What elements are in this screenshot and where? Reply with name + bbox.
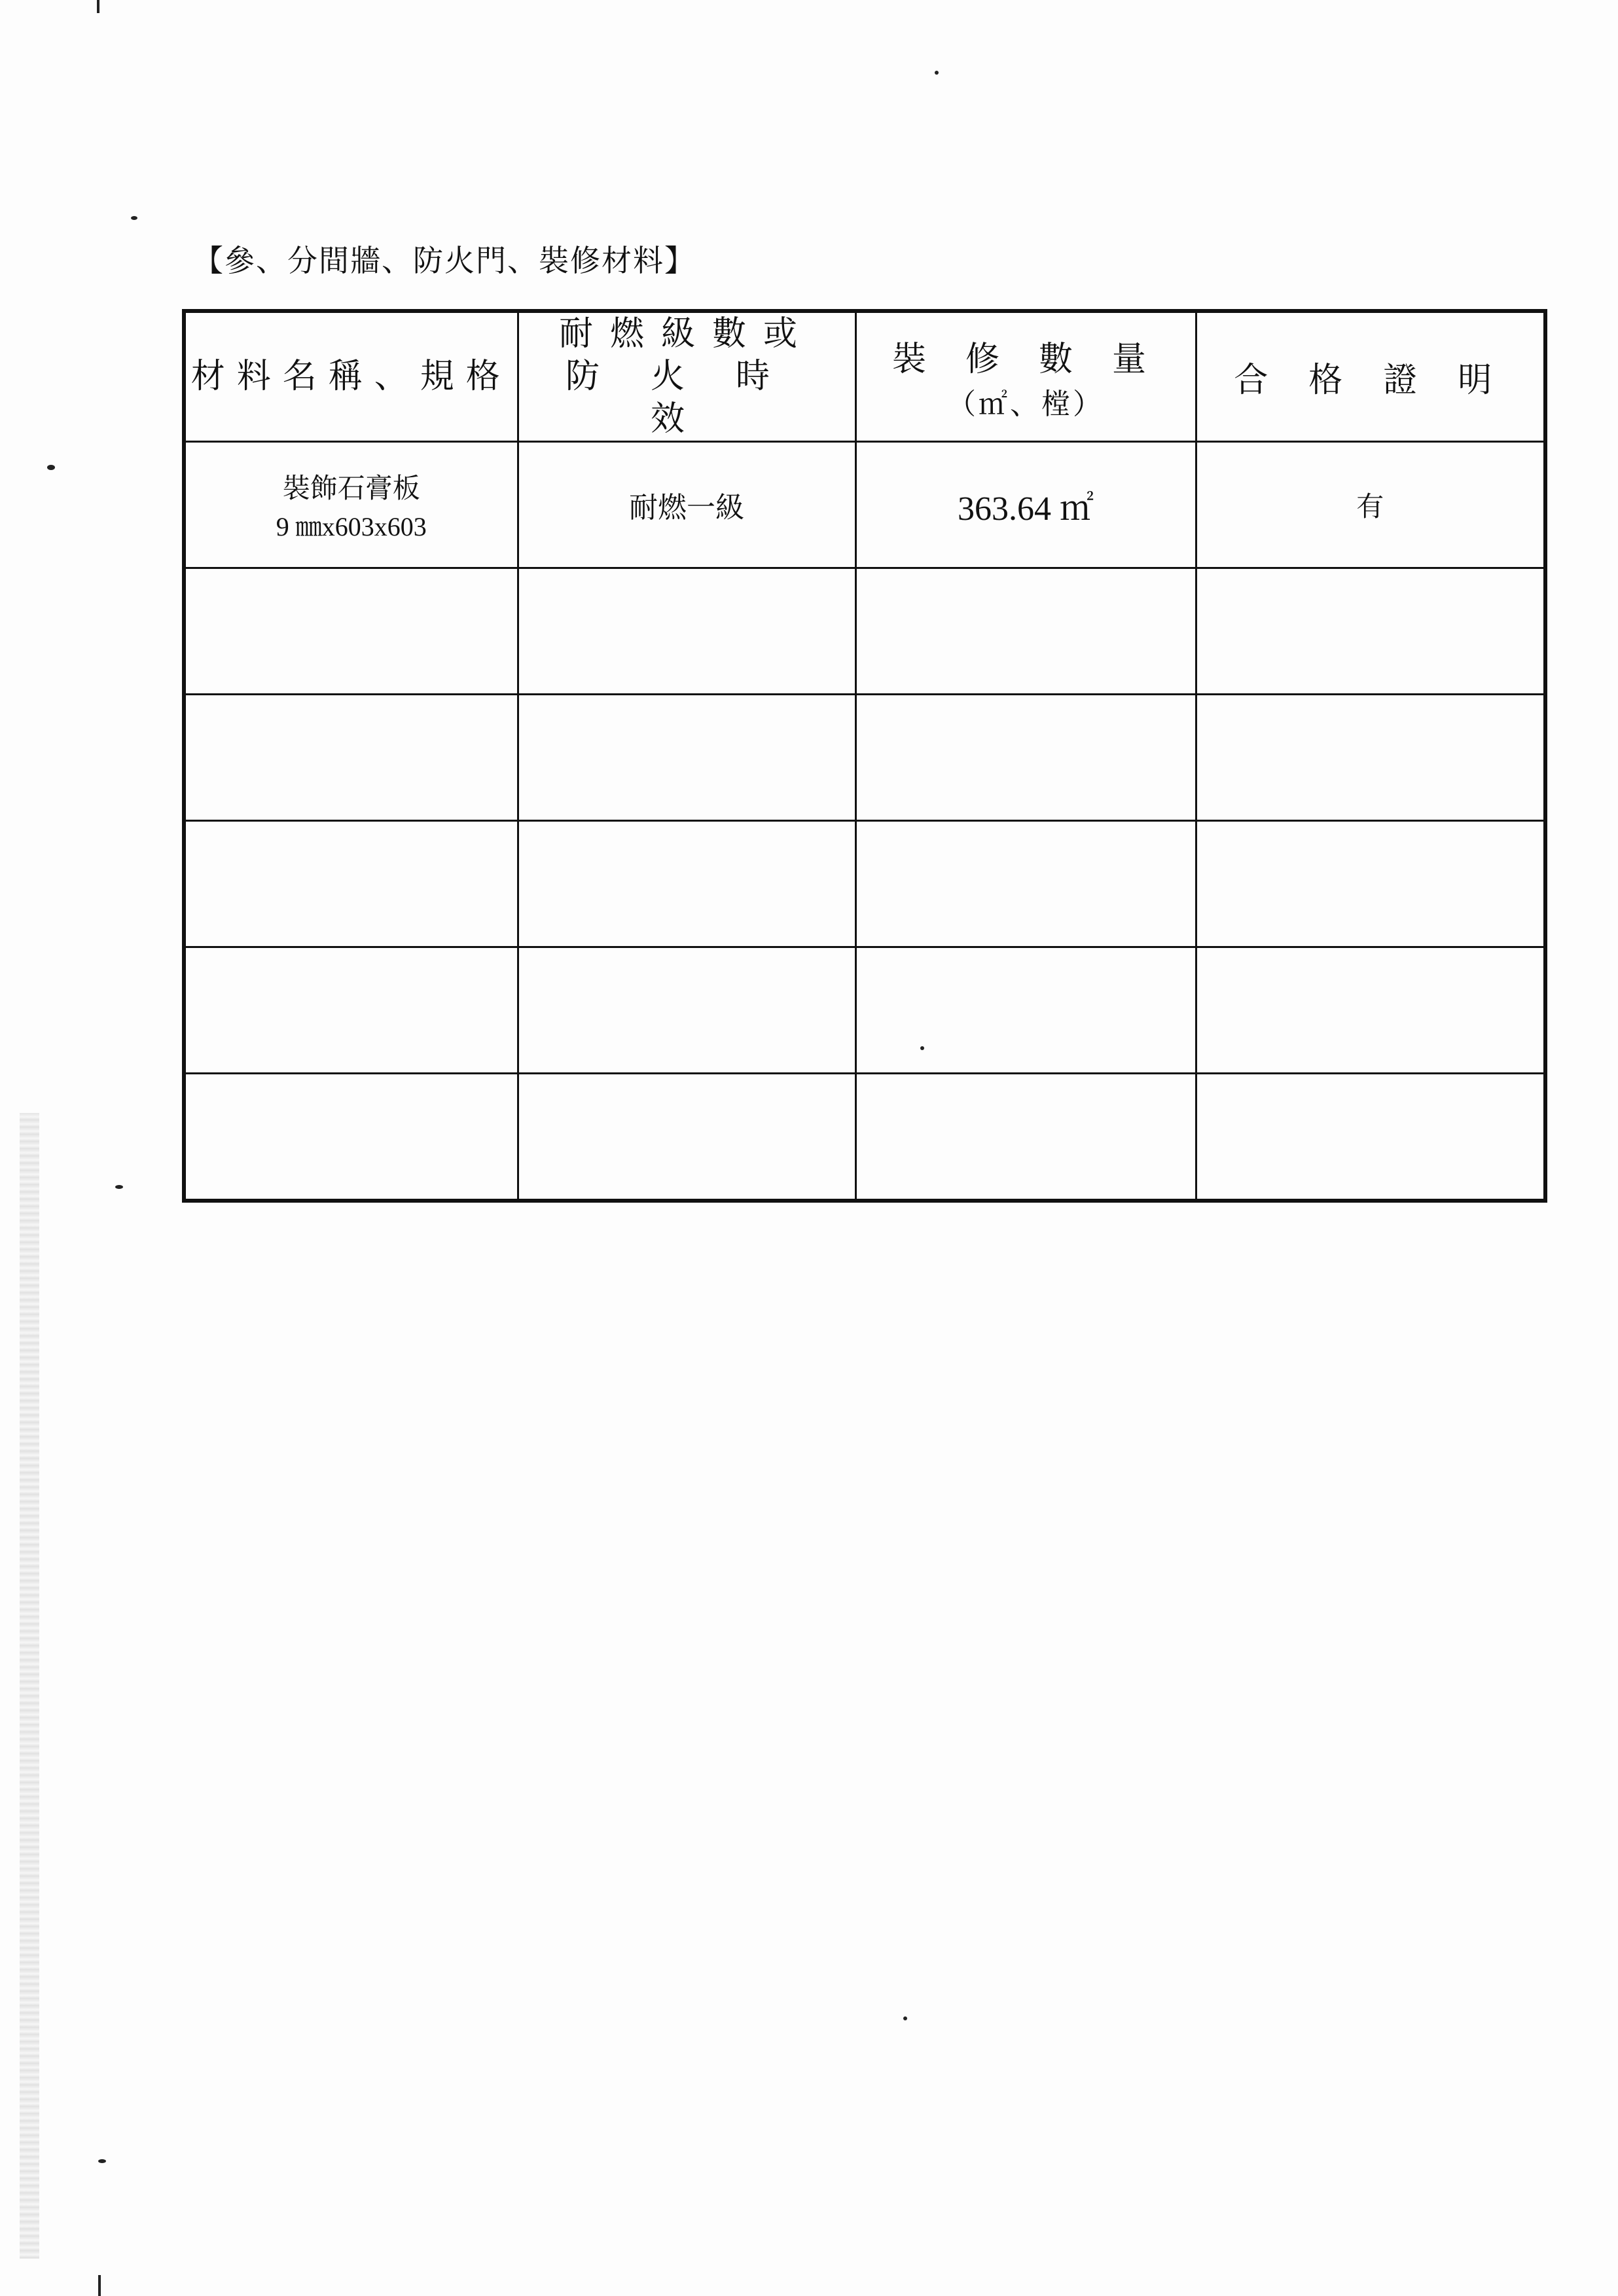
cell-quantity xyxy=(855,821,1196,947)
cell-material-name xyxy=(184,695,518,821)
scan-speck xyxy=(98,2275,101,2296)
cell-fire-rating xyxy=(518,947,855,1074)
cell-certificate xyxy=(1196,568,1545,695)
table-row xyxy=(184,568,1545,695)
cell-certificate: 有 xyxy=(1196,442,1545,568)
cell-certificate xyxy=(1196,821,1545,947)
cell-quantity xyxy=(855,695,1196,821)
scan-speck xyxy=(935,71,939,75)
header-quantity-line1: 裝修數量 xyxy=(891,340,1185,379)
table-row xyxy=(184,821,1545,947)
cell-certificate xyxy=(1196,1074,1545,1201)
cell-fire-rating xyxy=(518,1074,855,1201)
material-name: 裝飾石膏板 xyxy=(282,471,420,504)
cell-fire-rating xyxy=(518,821,855,947)
header-fire-rating-line1: 耐燃級數或 xyxy=(558,314,814,354)
scan-speck xyxy=(47,465,55,470)
materials-table xyxy=(182,309,1547,1203)
cell-material-name xyxy=(184,947,518,1074)
cell-material-name xyxy=(184,821,518,947)
scan-speck xyxy=(98,2159,106,2163)
header-name-spec-label: 材料名稱、規格 xyxy=(190,357,512,397)
table-row xyxy=(184,442,1545,568)
scan-speck xyxy=(131,216,137,220)
cell-fire-rating xyxy=(518,568,855,695)
header-quantity-line2: （㎡、樘） xyxy=(947,388,1104,421)
header-name-spec xyxy=(184,311,518,442)
table-row xyxy=(184,947,1545,1074)
header-fire-rating xyxy=(518,311,855,442)
scan-edge-artifact xyxy=(20,1113,39,2259)
cell-material-name xyxy=(184,442,518,568)
cell-fire-rating xyxy=(518,695,855,821)
table-header-row xyxy=(184,311,1545,442)
scan-speck xyxy=(903,2016,907,2020)
cell-certificate xyxy=(1196,695,1545,821)
table-row xyxy=(184,695,1545,821)
section-title: 【參、分間牆、防火門、裝修材料】 xyxy=(193,243,696,278)
header-certificate xyxy=(1196,311,1545,442)
header-certificate-label: 合格證明 xyxy=(1234,361,1533,400)
cell-quantity xyxy=(855,947,1196,1074)
cell-fire-rating: 耐燃一級 xyxy=(518,442,855,568)
table-row xyxy=(184,1074,1545,1201)
cell-quantity: 363.64 ㎡ xyxy=(855,442,1196,568)
cell-material-name xyxy=(184,568,518,695)
cell-material-name xyxy=(184,1074,518,1201)
cell-quantity xyxy=(855,568,1196,695)
scan-speck xyxy=(115,1185,123,1189)
header-quantity xyxy=(855,311,1196,442)
cell-quantity xyxy=(855,1074,1196,1201)
cell-certificate xyxy=(1196,947,1545,1074)
header-fire-rating-line2: 防火時效 xyxy=(565,357,821,439)
scan-speck xyxy=(97,0,99,13)
material-spec: 9 ㎜x603x603 xyxy=(276,511,427,541)
